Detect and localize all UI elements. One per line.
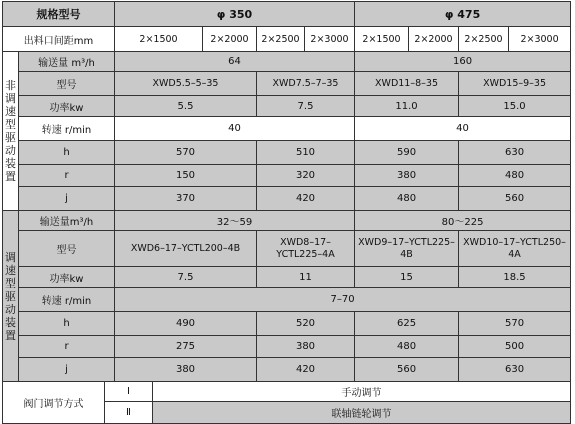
variable-model-1: XWD6–17–YCTL200–4B <box>115 231 257 267</box>
fixed-j-3: 480 <box>355 187 459 211</box>
fixed-model-3: XWD11–8–35 <box>355 72 459 96</box>
fixed-speed-side-label: 非调速型驱动装置 <box>3 52 19 211</box>
fixed-r-4: 480 <box>459 165 571 187</box>
fixed-h-row <box>3 141 571 165</box>
variable-power-label: 功率kw <box>19 267 115 288</box>
variable-power-1: 7.5 <box>115 267 257 288</box>
variable-j-row <box>3 358 571 382</box>
variable-power-3: 15 <box>355 267 459 288</box>
variable-power-2: 11 <box>257 267 355 288</box>
variable-power-row <box>3 267 571 288</box>
variable-j-1: 380 <box>115 358 257 382</box>
variable-r-3: 480 <box>355 336 459 358</box>
fixed-power-3: 11.0 <box>355 96 459 117</box>
fixed-h-3: 590 <box>355 141 459 165</box>
spacing-350-2: 2×2000 <box>203 27 257 52</box>
variable-capacity-label: 输送量m³/h <box>19 211 115 231</box>
fixed-model-row <box>3 72 571 96</box>
variable-power-4: 18.5 <box>459 267 571 288</box>
fixed-h-1: 570 <box>115 141 257 165</box>
fixed-speed-475: 40 <box>355 117 571 141</box>
fixed-h-4: 630 <box>459 141 571 165</box>
variable-h-label: h <box>19 312 115 336</box>
fixed-j-2: 420 <box>257 187 355 211</box>
spec-label: 规格型号 <box>3 2 115 27</box>
spacing-475-4: 2×3000 <box>509 27 571 52</box>
variable-model-4: XWD10–17–YCTL250–4A <box>459 231 571 267</box>
spec-table <box>2 1 571 424</box>
fixed-h-2: 510 <box>257 141 355 165</box>
fixed-model-4: XWD15–9–35 <box>459 72 571 96</box>
variable-h-4: 570 <box>459 312 571 336</box>
spacing-475-2: 2×2000 <box>409 27 459 52</box>
spacing-350-3: 2×2500 <box>257 27 305 52</box>
fixed-speed-350: 40 <box>115 117 355 141</box>
fixed-power-4: 15.0 <box>459 96 571 117</box>
fixed-h-label: h <box>19 141 115 165</box>
fixed-r-row <box>3 165 571 187</box>
fixed-r-3: 380 <box>355 165 459 187</box>
valve-row-1 <box>3 382 571 402</box>
fixed-power-1: 5.5 <box>115 96 257 117</box>
variable-r-row <box>3 336 571 358</box>
fixed-r-1: 150 <box>115 165 257 187</box>
spacing-350-1: 2×1500 <box>115 27 203 52</box>
fixed-j-label: j <box>19 187 115 211</box>
header-row-spacing <box>3 27 571 52</box>
fixed-capacity-row <box>3 52 571 72</box>
valve-label: 阀门调节方式 <box>3 382 105 424</box>
fixed-j-4: 560 <box>459 187 571 211</box>
variable-j-3: 560 <box>355 358 459 382</box>
spec-350: φ 350 <box>115 2 355 27</box>
header-row-spec <box>3 2 571 27</box>
spec-475: φ 475 <box>355 2 571 27</box>
variable-model-2: XWD8–17–YCTL225–4A <box>257 231 355 267</box>
fixed-r-label: r <box>19 165 115 187</box>
variable-r-1: 275 <box>115 336 257 358</box>
variable-capacity-475: 80～225 <box>355 211 571 231</box>
spacing-350-4: 2×3000 <box>305 27 355 52</box>
valve-mode-1-text: 手动调节 <box>153 382 571 402</box>
variable-r-4: 500 <box>459 336 571 358</box>
fixed-capacity-350: 64 <box>115 52 355 72</box>
spacing-475-3: 2×2500 <box>459 27 509 52</box>
fixed-j-row <box>3 187 571 211</box>
fixed-power-2: 7.5 <box>257 96 355 117</box>
variable-speed-value: 7–70 <box>115 288 571 312</box>
fixed-power-row <box>3 96 571 117</box>
fixed-model-2: XWD7.5–7–35 <box>257 72 355 96</box>
valve-mode-2-num: Ⅱ <box>105 402 153 424</box>
fixed-capacity-475: 160 <box>355 52 571 72</box>
fixed-model-1: XWD5.5–5–35 <box>115 72 257 96</box>
fixed-capacity-label: 输送量 m³/h <box>19 52 115 72</box>
variable-model-label: 型号 <box>19 231 115 267</box>
variable-capacity-row <box>3 211 571 231</box>
fixed-j-1: 370 <box>115 187 257 211</box>
variable-speed-label: 转速 r/min <box>19 288 115 312</box>
variable-model-row <box>3 231 571 267</box>
fixed-speed-label: 转速 r/min <box>19 117 115 141</box>
variable-j-2: 420 <box>257 358 355 382</box>
spacing-475-1: 2×1500 <box>355 27 409 52</box>
fixed-r-2: 320 <box>257 165 355 187</box>
variable-h-1: 490 <box>115 312 257 336</box>
fixed-power-label: 功率kw <box>19 96 115 117</box>
fixed-model-label: 型号 <box>19 72 115 96</box>
variable-speed-row <box>3 288 571 312</box>
variable-capacity-350: 32～59 <box>115 211 355 231</box>
valve-mode-2-text: 联轴链轮调节 <box>153 402 571 424</box>
variable-r-2: 380 <box>257 336 355 358</box>
variable-h-2: 520 <box>257 312 355 336</box>
spacing-label: 出料口间距mm <box>3 27 115 52</box>
variable-model-3: XWD9–17–YCTL225–4B <box>355 231 459 267</box>
fixed-speed-row <box>3 117 571 141</box>
variable-h-3: 625 <box>355 312 459 336</box>
variable-h-row <box>3 312 571 336</box>
variable-j-4: 630 <box>459 358 571 382</box>
variable-speed-side-label: 调速型驱动装置 <box>3 211 19 382</box>
variable-r-label: r <box>19 336 115 358</box>
variable-j-label: j <box>19 358 115 382</box>
valve-mode-1-num: Ⅰ <box>105 382 153 402</box>
